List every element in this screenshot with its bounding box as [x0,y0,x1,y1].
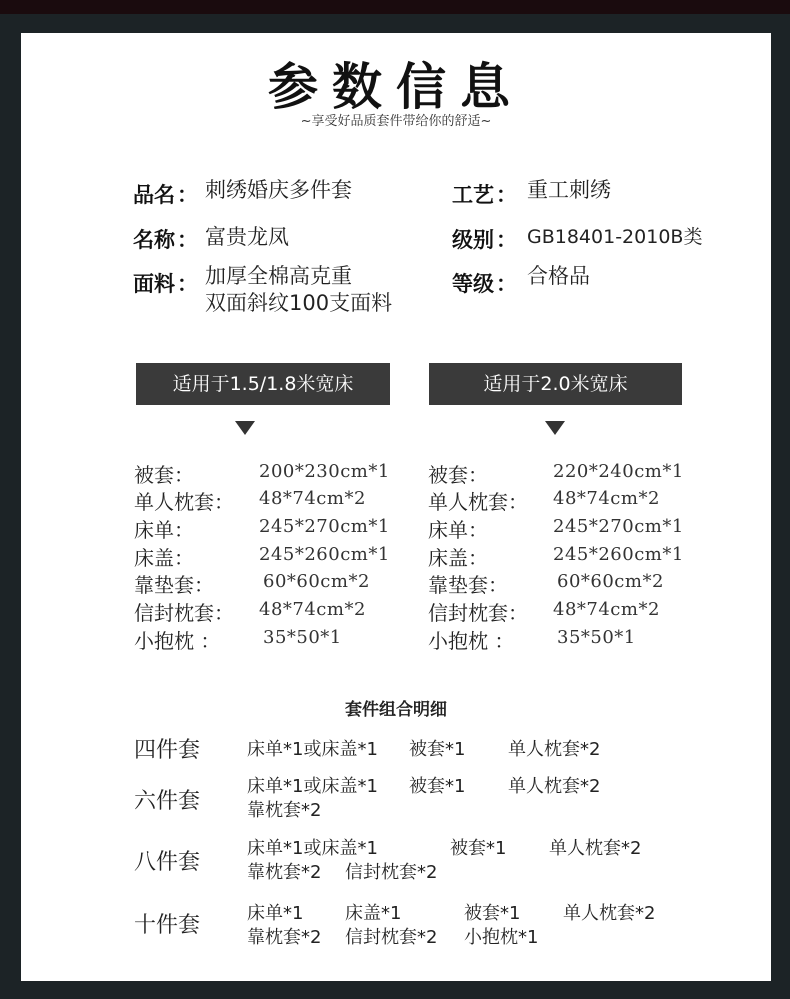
combo-part: 靠枕套*2 [247,927,322,948]
item-value: 220*240cm*1 [553,461,684,482]
item-label: 被套： [428,463,488,487]
item-value: 245*270cm*1 [553,516,684,537]
size-button-20[interactable]: 适用于2.0米宽床 [429,363,682,405]
spec-sep: ： [177,272,198,296]
combo-part: 单人枕套*2 [508,776,601,797]
spec-value-craft: 重工刺绣 [527,178,611,202]
item-label: 单人枕套： [428,490,528,514]
spec-sep: ： [177,228,198,252]
combo-part: 被套*1 [464,903,521,924]
spec-value-fabric-line2: 双面斜纹100支面料 [205,291,393,315]
item-value: 245*260cm*1 [259,544,390,565]
item-label: 信封枕套： [134,601,234,625]
item-label: 床盖： [428,546,488,570]
spec-value-fabric-line1: 加厚全棉高克重 [205,264,352,288]
item-label: 信封枕套： [428,601,528,625]
parameter-card [21,33,771,981]
item-label: 靠垫套： [428,573,508,597]
spec-key-product-name: 品名 [133,183,175,207]
item-value: 60*60cm*2 [263,571,370,592]
top-bar [0,0,790,14]
spec-value-quality-level: 合格品 [527,264,590,288]
item-label: 床单： [134,518,194,542]
item-label: 单人枕套： [134,490,234,514]
size-button-1518[interactable]: 适用于1.5/1.8米宽床 [136,363,390,405]
item-value: 35*50*1 [557,627,636,648]
page-title: 参数信息 [268,57,524,116]
spec-key-craft: 工艺 [452,183,494,207]
item-value: 200*230cm*1 [259,461,390,482]
combo-part: 单人枕套*2 [508,739,601,760]
combo-part: 靠枕套*2 [247,800,322,821]
combo-part: 信封枕套*2 [345,862,438,883]
page-subtitle: ~享受好品质套件带给你的舒适~ [300,114,492,129]
item-label: 小抱枕 ： [428,629,515,653]
item-value: 48*74cm*2 [553,599,660,620]
spec-key-grade-standard: 级别 [452,228,494,252]
combo-part: 信封枕套*2 [345,927,438,948]
combo-part: 靠枕套*2 [247,862,322,883]
item-value: 60*60cm*2 [557,571,664,592]
spec-value-grade-standard: GB18401-2010B类 [527,226,703,248]
item-label: 小抱枕 ： [134,629,221,653]
spec-sep: ： [496,272,517,296]
spec-value-product-name: 刺绣婚庆多件套 [205,178,352,202]
combo-part: 床单*1或床盖*1 [247,838,378,859]
combo-part: 单人枕套*2 [549,838,642,859]
combo-name: 四件套 [134,738,201,763]
spec-value-name: 富贵龙凤 [205,225,289,249]
item-value: 48*74cm*2 [553,488,660,509]
combo-section-title: 套件组合明细 [345,700,447,720]
combo-part: 床盖*1 [345,903,402,924]
combo-name: 十件套 [134,913,201,938]
item-value: 245*270cm*1 [259,516,390,537]
arrow-down-icon [545,421,565,435]
spec-key-quality-level: 等级 [452,272,494,296]
item-label: 床盖： [134,546,194,570]
combo-part: 床单*1或床盖*1 [247,739,378,760]
item-value: 48*74cm*2 [259,599,366,620]
combo-name: 六件套 [134,789,201,814]
combo-part: 床单*1 [247,903,304,924]
combo-part: 单人枕套*2 [563,903,656,924]
spec-sep: ： [496,183,517,207]
combo-part: 被套*1 [409,776,466,797]
spec-sep: ： [496,228,517,252]
item-value: 35*50*1 [263,627,342,648]
item-label: 床单： [428,518,488,542]
combo-part: 被套*1 [450,838,507,859]
item-label: 靠垫套： [134,573,214,597]
combo-name: 八件套 [134,850,201,875]
combo-part: 被套*1 [409,739,466,760]
item-label: 被套： [134,463,194,487]
item-value: 48*74cm*2 [259,488,366,509]
combo-part: 床单*1或床盖*1 [247,776,378,797]
spec-key-name: 名称 [133,228,175,252]
arrow-down-icon [235,421,255,435]
combo-part: 小抱枕*1 [464,927,539,948]
item-value: 245*260cm*1 [553,544,684,565]
spec-key-fabric: 面料 [133,272,175,296]
spec-sep: ： [177,183,198,207]
